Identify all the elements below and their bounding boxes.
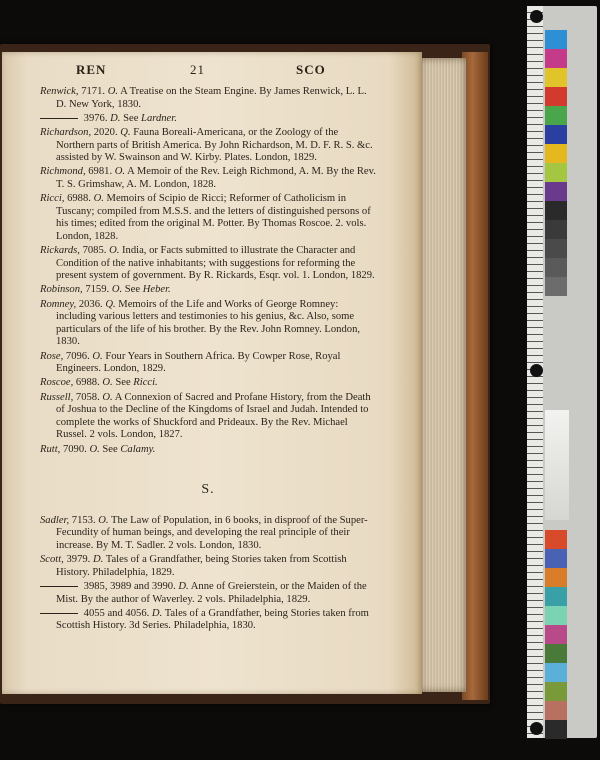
entries-s [40, 515, 376, 633]
entry-number: 4055 and 4056. [81, 607, 152, 619]
entry-author: Scott, [40, 554, 64, 566]
entry-format: O. [102, 377, 113, 389]
color-patch [545, 144, 567, 163]
entry-number: 6981. [85, 166, 115, 178]
entry-author: Romney, [40, 298, 77, 310]
catalogue-entry [40, 113, 376, 126]
entry-cross-reference: Calamy. [120, 443, 156, 455]
entry-number: 7096. [63, 350, 93, 362]
entry-format: D. [92, 554, 104, 566]
entry-format: O. [114, 166, 126, 178]
entry-description: India, or Facts submitted to illustrate the Character and Condition of the native inhabitants; with suggestions for reforming the present system of government. By R. Rickards, Esqr. vol. 1. London, 1829. [56, 245, 375, 282]
entry-author: Russell, [40, 391, 74, 403]
entry-number: 7171. [78, 86, 108, 97]
catalogue-entry [40, 608, 376, 633]
section-heading: S. [201, 482, 215, 498]
color-patch [545, 239, 567, 258]
entry-description: See [112, 377, 134, 389]
entry-description: See [122, 284, 143, 296]
catalogue-entry [40, 166, 376, 191]
color-patch [545, 106, 567, 125]
entry-number: 6988. [64, 193, 94, 205]
catalogue-text [40, 86, 376, 634]
catalogue-entry [40, 581, 376, 606]
catalogue-entry [40, 392, 376, 442]
ditto-dash [40, 613, 78, 614]
color-patch [545, 606, 567, 625]
entry-format: O. [107, 86, 118, 97]
target-marker [530, 722, 543, 735]
entry-description: Anne of Greierstein, or the Maiden of the Mist. By the author of Waverley. 2 vols. Philadelphia, 1829. [56, 580, 367, 605]
catalogue-entry [40, 245, 376, 283]
catalogue-entry [40, 193, 376, 243]
entry-author: Richardson, [40, 126, 92, 138]
entry-number: 7058. [73, 391, 103, 403]
entry-number: 7085. [79, 245, 110, 257]
entry-number: 3985, 3989 and 3990. [81, 580, 179, 592]
color-patches-upper [545, 30, 567, 296]
color-patch [545, 587, 567, 606]
entry-author: Renwick, [40, 86, 79, 97]
catalogue-entry [40, 284, 376, 297]
entry-cross-reference: Lardner. [141, 112, 177, 124]
color-patch [545, 258, 567, 277]
entry-description: Memoirs of the Life and Works of George Romney: including various letters and testimonies to his genius, &c. Also, some particulars of the life of his brother. By the Rev. John Romney. London, 1830. [56, 298, 361, 348]
color-patch [545, 663, 567, 682]
entry-cross-reference: Ricci. [133, 377, 158, 389]
ditto-dash [40, 586, 78, 587]
color-patch [545, 163, 567, 182]
entry-description: Four Years in Southern Africa. By Cowper Rose, Royal Engineers. London, 1829. [56, 350, 341, 375]
entries-r [40, 86, 376, 456]
entry-description: Tales of a Grandfather, being Stories taken from Scottish History. Philadelphia, 1829. [56, 554, 347, 578]
color-patch [545, 49, 567, 68]
color-patch [545, 125, 567, 144]
entry-number: 3979. [63, 554, 93, 566]
entry-format: O. [109, 245, 120, 257]
header-right: SCO [296, 62, 326, 77]
entry-author: Rose, [40, 350, 64, 362]
entry-description: Tales of a Grandfather, being Stories taken from Scottish History. 3d Series. Philadelphia, 1830. [56, 607, 369, 632]
catalogue-entry [40, 86, 376, 111]
color-patch [545, 87, 567, 106]
entry-description: A Treatise on the Steam Engine. By James Renwick, L. L. D. New York, 1830. [56, 86, 367, 110]
color-patch [545, 682, 567, 701]
header-left: REN [76, 62, 107, 77]
entry-author: Robinson, [40, 284, 83, 296]
entry-description: A Memoir of the Rev. Leigh Richmond, A. M. By the Rev. T. S. Grimshaw, A. M. London, 1828. [56, 166, 376, 190]
entry-number: 7159. [82, 284, 112, 296]
entry-number: 7153. [69, 514, 99, 526]
entry-number: 7090. [60, 443, 90, 455]
entry-author: Rickards, [40, 245, 80, 257]
entry-format: D. [178, 580, 189, 592]
target-marker [530, 10, 543, 23]
gray-scale-patch [545, 410, 569, 520]
entry-description: See [99, 443, 121, 455]
entry-description: See [120, 112, 142, 124]
entry-number: 6988. [73, 377, 103, 389]
entry-format: O. [93, 193, 104, 205]
entry-format: O. [92, 350, 103, 362]
entry-description: Memoirs of Scipio de Ricci; Reformer of Catholicism in Tuscany; compiled from M.S.S. and the letters of distinguished persons of his times; edited from the original M. Potter. By Thomas Roscoe. 2. vols. London, 1828. [56, 193, 371, 242]
entry-description: The Law of Population, in 6 books, in disproof of the Super-Fecundity of human beings, and developing the real principle of their increase. By M. T. Sadler. 2 vols. London, 1830. [56, 514, 368, 551]
page-number: 21 [190, 62, 205, 77]
ditto-dash [40, 118, 78, 119]
entry-author: Ricci, [40, 193, 65, 205]
target-marker [530, 364, 543, 377]
color-patch [545, 549, 567, 568]
color-patches-lower [545, 530, 567, 739]
color-patch [545, 568, 567, 587]
entry-format: O. [89, 443, 100, 455]
catalogue-entry [40, 554, 376, 579]
catalogue-entry [40, 351, 376, 376]
color-patch [545, 68, 567, 87]
entry-format: O. [102, 391, 113, 403]
catalogue-entry [40, 515, 376, 553]
running-header [0, 62, 420, 80]
entry-format: O. [98, 514, 109, 526]
catalogue-entry [40, 377, 376, 390]
color-patch [545, 701, 567, 720]
color-patch [545, 644, 567, 663]
catalogue-entry [40, 299, 376, 349]
entry-format: Q. [105, 298, 116, 310]
entry-description: Fauna Boreali-Americana, or the Zoology of the Northern parts of British America. By John Richardson, M. D. F. R. S. &c. assisted by W. Swainson and W. Kirby. Plates. London, 1829. [56, 126, 373, 164]
entry-author: Roscoe, [40, 377, 74, 389]
color-patch [545, 530, 567, 549]
entry-number: 3976. [81, 112, 111, 124]
entry-author: Rutt, [40, 443, 61, 455]
entry-number: 2020. [91, 126, 121, 138]
entry-author: Richmond, [40, 166, 86, 178]
entry-format: Q. [120, 126, 131, 138]
color-patch [545, 201, 567, 220]
entry-format: D. [151, 607, 163, 619]
entry-author: Sadler, [40, 514, 70, 526]
color-patch [545, 720, 567, 739]
color-patch [545, 625, 567, 644]
color-patch [545, 277, 567, 296]
page-edges [420, 58, 466, 692]
color-patch [545, 182, 567, 201]
catalogue-entry [40, 444, 376, 457]
entry-number: 2036. [76, 298, 106, 310]
entry-format: D. [110, 112, 121, 124]
entry-format: O. [111, 284, 123, 296]
color-patch [545, 220, 567, 239]
entry-description: A Connexion of Sacred and Profane History, from the Death of Joshua to the Decline of the Kingdoms of Israel and Judah. Intended to complete the works of Shuckford and Prideaux. By the Rev. Michael Russel. 2 vols. London, 1827. [56, 391, 371, 441]
entry-cross-reference: Heber. [142, 284, 171, 296]
color-patch [545, 30, 567, 49]
catalogue-entry [40, 127, 376, 165]
